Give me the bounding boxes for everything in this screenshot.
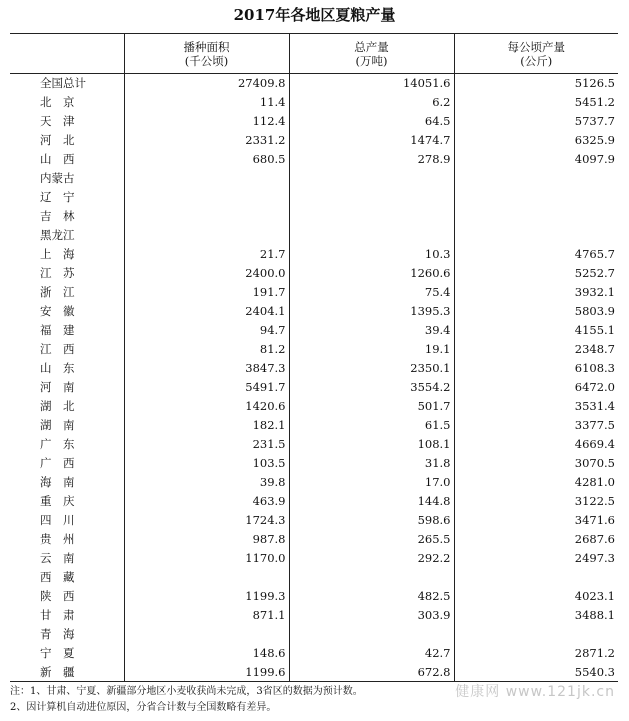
region-cell: 山 东 — [40, 361, 75, 375]
sown-area-cell: 94.7 — [124, 321, 289, 340]
sown-area-cell: 81.2 — [124, 340, 289, 359]
total-output-cell: 265.5 — [289, 530, 454, 549]
sown-area-cell: 27409.8 — [124, 74, 289, 93]
region-cell: 上 海 — [40, 247, 75, 261]
yield-cell: 6472.0 — [454, 378, 618, 397]
table-row — [10, 245, 618, 264]
total-output-cell: 303.9 — [289, 606, 454, 625]
yield-cell: 5126.5 — [454, 74, 618, 93]
yield-cell: 3471.6 — [454, 511, 618, 530]
yield-cell: 3932.1 — [454, 283, 618, 302]
sown-area-cell: 2331.2 — [124, 131, 289, 150]
sown-area-cell: 103.5 — [124, 454, 289, 473]
total-output-cell: 292.2 — [289, 549, 454, 568]
sown-area-cell: 182.1 — [124, 416, 289, 435]
yield-cell: 6108.3 — [454, 359, 618, 378]
yield-cell: 4669.4 — [454, 435, 618, 454]
region-cell: 宁 夏 — [40, 646, 75, 660]
header-total-output-unit: (万吨) — [355, 53, 388, 68]
table-row — [10, 644, 618, 663]
total-output-cell: 501.7 — [289, 397, 454, 416]
region-cell: 湖 北 — [40, 399, 75, 413]
sown-area-cell: 11.4 — [124, 93, 289, 112]
total-output-cell: 61.5 — [289, 416, 454, 435]
total-output-cell: 39.4 — [289, 321, 454, 340]
sown-area-cell — [124, 169, 289, 188]
yield-cell: 4097.9 — [454, 150, 618, 169]
sown-area-cell: 112.4 — [124, 112, 289, 131]
region-cell: 辽 宁 — [40, 190, 75, 204]
table-row — [10, 207, 618, 226]
total-output-cell: 10.3 — [289, 245, 454, 264]
sown-area-cell: 231.5 — [124, 435, 289, 454]
region-cell: 北 京 — [40, 95, 75, 109]
region-cell: 山 西 — [40, 152, 75, 166]
table-row — [10, 587, 618, 606]
region-cell: 全国总计 — [40, 76, 86, 91]
sown-area-cell: 21.7 — [124, 245, 289, 264]
region-cell: 重 庆 — [40, 494, 75, 508]
header-sown-area-unit: (千公顷) — [184, 53, 229, 68]
footnote-1: 注：1、甘肃、宁夏、新疆部分地区小麦收获尚未完成，3省区的数据为预计数。 — [10, 686, 363, 697]
region-cell: 西 藏 — [40, 570, 75, 584]
total-output-cell: 278.9 — [289, 150, 454, 169]
table-row — [10, 169, 618, 188]
yield-cell: 5737.7 — [454, 112, 618, 131]
table-row — [10, 416, 618, 435]
sown-area-cell: 987.8 — [124, 530, 289, 549]
sown-area-cell: 680.5 — [124, 150, 289, 169]
yield-cell — [454, 169, 618, 188]
region-cell: 新 疆 — [10, 663, 124, 682]
table-row — [10, 454, 618, 473]
table-row — [10, 264, 618, 283]
header-sown-area — [124, 34, 289, 74]
yield-cell: 4765.7 — [454, 245, 618, 264]
table-row — [10, 226, 618, 245]
yield-cell — [454, 568, 618, 587]
yield-cell: 5451.2 — [454, 93, 618, 112]
region-cell: 广 东 — [40, 437, 75, 451]
total-output-cell: 1260.6 — [289, 264, 454, 283]
table-row — [10, 112, 618, 131]
sown-area-cell — [124, 568, 289, 587]
region-cell: 贵 州 — [40, 532, 75, 546]
total-output-cell: 108.1 — [289, 435, 454, 454]
table-row — [10, 397, 618, 416]
region-cell: 内蒙古 — [40, 171, 75, 185]
region-cell: 黑龙江 — [40, 228, 75, 242]
table-row — [10, 511, 618, 530]
table-row — [10, 340, 618, 359]
yield-cell: 4155.1 — [454, 321, 618, 340]
region-cell: 四 川 — [40, 513, 75, 527]
footnote-2: 2、因计算机自动进位原因，分省合计数与全国数略有差异。 — [10, 702, 277, 713]
region-cell: 福 建 — [40, 323, 75, 337]
total-output-cell: 75.4 — [289, 283, 454, 302]
total-output-cell: 1395.3 — [289, 302, 454, 321]
total-output-cell — [289, 226, 454, 245]
sown-area-cell: 39.8 — [124, 473, 289, 492]
table-row — [10, 359, 618, 378]
yield-cell: 2687.6 — [454, 530, 618, 549]
sown-area-cell: 191.7 — [124, 283, 289, 302]
table-row — [10, 283, 618, 302]
table-row — [10, 435, 618, 454]
total-output-cell: 14051.6 — [289, 74, 454, 93]
table-row — [10, 663, 618, 682]
total-output-cell: 3554.2 — [289, 378, 454, 397]
sown-area-cell: 5491.7 — [124, 378, 289, 397]
table-row — [10, 321, 618, 340]
watermark-text: 健康网 www.121jk.cn — [455, 684, 615, 700]
yield-cell: 2871.2 — [454, 644, 618, 663]
header-yield-unit: (公斤) — [520, 53, 553, 68]
total-output-cell: 482.5 — [289, 587, 454, 606]
table-row — [10, 625, 618, 644]
header-total-output — [289, 34, 454, 74]
header-yield-name: 每公顷产量 — [507, 39, 565, 54]
grain-output-table — [10, 33, 618, 682]
region-cell: 安 徽 — [40, 304, 75, 318]
sown-area-cell: 2404.1 — [124, 302, 289, 321]
page-title: 2017年各地区夏粮产量 — [233, 6, 396, 24]
region-cell: 青 海 — [40, 627, 75, 641]
total-output-cell: 2350.1 — [289, 359, 454, 378]
yield-cell: 5252.7 — [454, 264, 618, 283]
sown-area-cell: 148.6 — [124, 644, 289, 663]
yield-cell — [454, 207, 618, 226]
table-row — [10, 549, 618, 568]
yield-cell: 4281.0 — [454, 473, 618, 492]
total-output-cell: 19.1 — [289, 340, 454, 359]
region-cell: 浙 江 — [40, 285, 75, 299]
total-output-cell — [289, 625, 454, 644]
table-row — [10, 378, 618, 397]
header-region — [10, 34, 124, 74]
region-cell: 广 西 — [40, 456, 75, 470]
total-output-cell — [289, 568, 454, 587]
sown-area-cell — [124, 207, 289, 226]
yield-cell — [454, 625, 618, 644]
region-cell: 云 南 — [40, 551, 75, 565]
region-cell: 江 苏 — [40, 266, 75, 280]
sown-area-cell: 1420.6 — [124, 397, 289, 416]
region-cell: 河 南 — [40, 380, 75, 394]
yield-cell: 3070.5 — [454, 454, 618, 473]
region-cell: 海 南 — [40, 475, 75, 489]
table-row — [10, 530, 618, 549]
region-cell: 甘 肃 — [40, 608, 75, 622]
header-sown-area-name: 播种面积 — [183, 39, 230, 54]
sown-area-cell — [124, 226, 289, 245]
sown-area-cell: 2400.0 — [124, 264, 289, 283]
yield-cell: 4023.1 — [454, 587, 618, 606]
sown-area-cell: 1724.3 — [124, 511, 289, 530]
table-row — [10, 606, 618, 625]
table-body — [10, 74, 618, 682]
header-yield-per-hectare — [454, 34, 618, 74]
table-row — [10, 473, 618, 492]
yield-cell — [454, 188, 618, 207]
sown-area-cell: 3847.3 — [124, 359, 289, 378]
table-row — [10, 93, 618, 112]
table-header-row — [10, 34, 618, 74]
sown-area-cell: 1199.6 — [124, 663, 289, 682]
total-output-cell: 6.2 — [289, 93, 454, 112]
yield-cell: 3488.1 — [454, 606, 618, 625]
sown-area-cell — [124, 188, 289, 207]
yield-cell: 3531.4 — [454, 397, 618, 416]
table-row — [10, 302, 618, 321]
sown-area-cell: 1199.3 — [124, 587, 289, 606]
region-cell: 江 西 — [40, 342, 75, 356]
yield-cell: 5803.9 — [454, 302, 618, 321]
table-row — [10, 568, 618, 587]
yield-cell: 3122.5 — [454, 492, 618, 511]
total-output-cell: 144.8 — [289, 492, 454, 511]
sown-area-cell: 463.9 — [124, 492, 289, 511]
table-row — [10, 188, 618, 207]
region-cell: 天 津 — [40, 114, 75, 128]
yield-cell: 2497.3 — [454, 549, 618, 568]
header-total-output-name: 总产量 — [354, 39, 389, 54]
sown-area-cell: 1170.0 — [124, 549, 289, 568]
total-output-cell: 31.8 — [289, 454, 454, 473]
total-output-cell: 672.8 — [289, 663, 454, 682]
total-output-cell: 598.6 — [289, 511, 454, 530]
total-output-cell — [289, 207, 454, 226]
yield-cell: 6325.9 — [454, 131, 618, 150]
sown-area-cell: 871.1 — [124, 606, 289, 625]
total-output-cell — [289, 169, 454, 188]
table-row — [10, 150, 618, 169]
sown-area-cell — [124, 625, 289, 644]
yield-cell: 3377.5 — [454, 416, 618, 435]
table-row — [10, 492, 618, 511]
total-output-cell: 17.0 — [289, 473, 454, 492]
region-cell: 河 北 — [40, 133, 75, 147]
region-cell: 陕 西 — [40, 589, 75, 603]
table-row — [10, 131, 618, 150]
table-row — [10, 74, 618, 93]
yield-cell: 2348.7 — [454, 340, 618, 359]
yield-cell: 5540.3 — [454, 663, 618, 682]
total-output-cell: 42.7 — [289, 644, 454, 663]
total-output-cell: 1474.7 — [289, 131, 454, 150]
total-output-cell — [289, 188, 454, 207]
total-output-cell: 64.5 — [289, 112, 454, 131]
region-cell: 吉 林 — [40, 209, 75, 223]
region-cell: 湖 南 — [40, 418, 75, 432]
yield-cell — [454, 226, 618, 245]
